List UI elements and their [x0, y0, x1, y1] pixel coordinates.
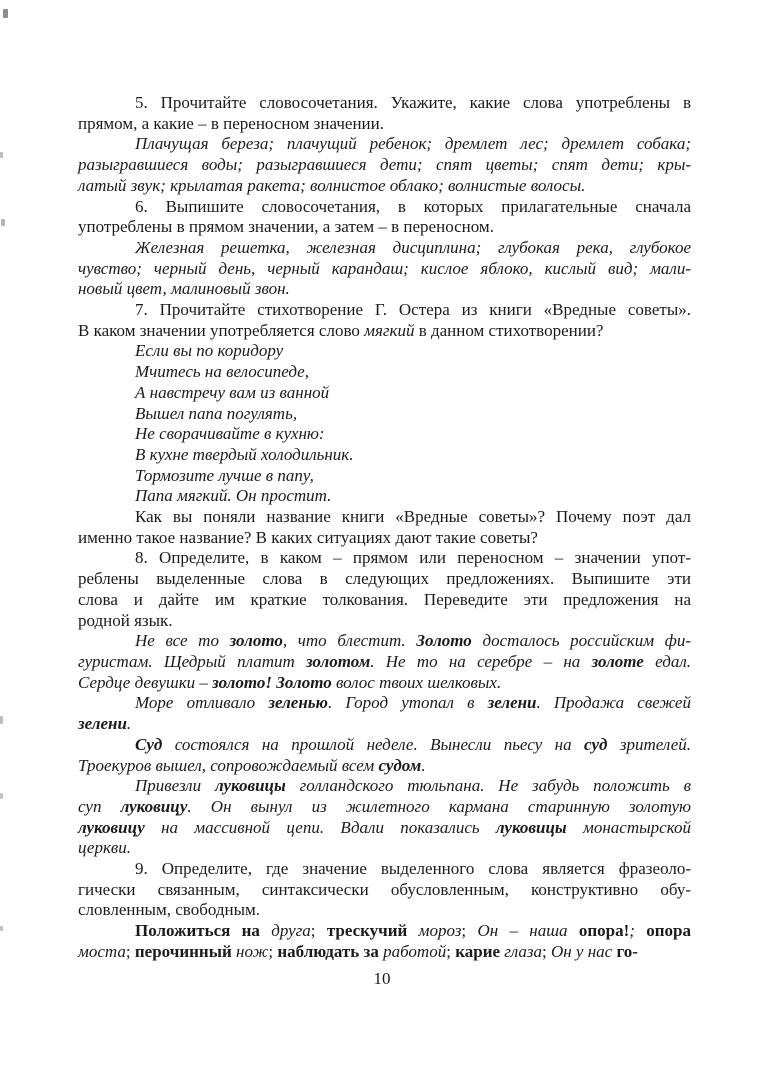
text-run: мягкий [364, 320, 415, 340]
text-line [78, 238, 691, 259]
text-run: Вышел папа погулять, [135, 403, 298, 423]
text-run: употреблены в прямом значении, а затем – в переносном. [78, 217, 494, 237]
exercise-5-task [78, 93, 691, 134]
text-run: Папа мягкий. Он простит. [135, 486, 332, 506]
text-run: Суд [135, 734, 163, 754]
text-line [78, 507, 691, 528]
text-run: монастырской [566, 817, 691, 837]
scan-speck [1, 219, 5, 226]
text-run: Тормозите лучше в папу, [135, 465, 314, 485]
text-run: работой [383, 941, 447, 961]
exercise-5-examples [78, 134, 691, 196]
text-block [78, 93, 691, 963]
text-run: Мчитесь на велосипеде, [135, 362, 309, 382]
text-run: золото! [212, 672, 272, 692]
text-run: латый звук; крылатая ракета; волнистое облако; волнистые волосы. [78, 175, 586, 195]
text-run: словленным, свободным. [78, 900, 261, 920]
text-run: ; [541, 941, 551, 961]
text-line [78, 424, 691, 445]
text-run: луковицы [495, 817, 567, 837]
text-run: Не сворачивайте в кухню: [135, 424, 325, 444]
text-run: Как вы поняли название книги «Вредные советы»? Почему поэт дал [135, 507, 691, 527]
exercise-6-task [78, 197, 691, 238]
text-run: опора! [578, 921, 630, 941]
scan-speck [3, 9, 8, 18]
text-line [78, 528, 691, 549]
text-run: . Продажа свежей [536, 693, 691, 713]
text-line [78, 300, 691, 321]
text-line [78, 321, 691, 342]
text-run: луковицу [120, 796, 188, 816]
text-run: золото [229, 631, 283, 651]
exercise-7-task [78, 300, 691, 341]
exercise-6-examples [78, 238, 691, 300]
text-run: Троекуров вышел, сопровождаемый всем [78, 755, 379, 775]
text-run: ; [629, 921, 647, 941]
exercise-8-task [78, 548, 691, 631]
text-run: моста [78, 941, 126, 961]
text-run: Не все то [135, 631, 230, 651]
text-run: состоялся на прошлой неделе. Вынесли пьесу на [162, 734, 585, 754]
text-run: 6. Выпишите словосочетания, в которых прилагательные сначала [135, 196, 691, 216]
text-run: гически связанным, синтаксически обусловленным, конструктивно обу- [78, 879, 691, 899]
text-run: . Не то на серебре – на [370, 651, 592, 671]
text-run: судом [378, 755, 422, 775]
text-line [78, 756, 691, 777]
text-run: зеленью [268, 693, 328, 713]
text-run: . Он вынул из жилетного кармана старинную золотую [187, 796, 691, 816]
text-line [78, 880, 691, 901]
exercise-9-task [78, 859, 691, 921]
text-run: Привезли [135, 776, 215, 796]
text-line [78, 673, 691, 694]
text-line [78, 466, 691, 487]
text-run: карие [455, 941, 505, 961]
exercise-7-poem [78, 341, 691, 507]
text-line [78, 693, 691, 714]
text-run: суд [584, 734, 608, 754]
text-run: прямом, а какие – в переносном значении. [78, 113, 384, 133]
text-line [78, 279, 691, 300]
text-run: ; [268, 941, 278, 961]
text-line [78, 155, 691, 176]
text-run: друга [271, 921, 311, 941]
scan-speck [0, 793, 3, 799]
text-run: реблены выделенные слова в следующих предложениях. Выпишите эти [78, 569, 691, 589]
text-line [78, 486, 691, 507]
text-run: . [421, 755, 426, 775]
text-run: разыгравшиеся воды; разыгравшиеся дети; спят цветы; спят дети; кры- [78, 155, 691, 175]
text-run: луковицы [214, 776, 286, 796]
text-run: Железная решетка, железная дисциплина; глубокая река, глубокое [135, 237, 691, 257]
text-run: ; [125, 941, 135, 961]
text-run: луковицу [78, 817, 145, 837]
text-run: опора [646, 921, 691, 941]
text-run: досталось российским фи- [471, 631, 692, 651]
text-run: В каком значении употребляется слово [78, 320, 365, 340]
text-run: перочинный [134, 941, 237, 961]
exercise-8-bulb-sentences [78, 776, 691, 859]
text-run: ; [310, 921, 327, 941]
text-line [78, 900, 691, 921]
text-line [78, 548, 691, 569]
text-line [78, 114, 691, 135]
text-line [78, 838, 691, 859]
exercise-8-court-sentences [78, 735, 691, 776]
text-line [78, 921, 691, 942]
text-line [78, 735, 691, 756]
text-run: именно такое название? В каких ситуациях дают такие советы? [78, 527, 538, 547]
text-line [78, 631, 691, 652]
text-run: , что блестит. [282, 631, 417, 651]
text-run: 5. Прочитайте словосочетания. Укажите, какие слова употреблены в [135, 93, 691, 112]
text-line [78, 217, 691, 238]
text-run: Плачущая береза; плачущий ребенок; дремлет лес; дремлет собака; [135, 134, 691, 154]
text-line [78, 714, 691, 735]
text-run: голландского тюльпана. Не забудь положить в [285, 776, 691, 796]
text-run: родной язык. [78, 610, 173, 630]
scan-speck [0, 926, 3, 931]
text-run: на массивной цепи. Вдали показались [144, 817, 496, 837]
text-run: новый цвет, малиновый звон. [78, 279, 290, 299]
page-number: 10 [373, 969, 391, 988]
text-line [78, 818, 691, 839]
text-line [78, 942, 691, 963]
text-run: гуристам. Щедрый платит [78, 651, 307, 671]
text-run: зрителей. [607, 734, 691, 754]
text-line [78, 341, 691, 362]
text-line [78, 590, 691, 611]
text-line [78, 776, 691, 797]
text-line [78, 259, 691, 280]
exercise-7-questions [78, 507, 691, 548]
text-line [78, 93, 691, 114]
text-run: В кухне твердый холодильник. [135, 444, 354, 464]
text-run: суп [78, 796, 121, 816]
text-run: зелени [487, 693, 537, 713]
text-run: 7. Прочитайте стихотворение Г. Остера из книги «Вредные советы». [135, 300, 691, 320]
text-run: Золото [276, 672, 332, 692]
text-run: церкви. [78, 838, 132, 858]
text-run: 8. Определите, в каком – прямом или переносном – значении упот- [135, 548, 691, 568]
text-run: ; [461, 921, 478, 941]
text-line [78, 859, 691, 880]
exercise-8-gold-sentences [78, 631, 691, 693]
text-run: . Город утопал в [327, 693, 488, 713]
text-run: Положиться на [135, 921, 272, 941]
text-line [78, 404, 691, 425]
text-run: трескучий [326, 921, 419, 941]
text-run: Он у нас [550, 941, 617, 961]
text-line [78, 383, 691, 404]
text-run: А навстречу вам из ванной [135, 382, 330, 402]
text-line [78, 134, 691, 155]
text-run: слова и дайте им краткие толкования. Переведите эти предложения на [78, 589, 691, 609]
text-run: ; [446, 941, 456, 961]
text-run: го- [616, 941, 638, 961]
text-run: Сердце девушки – [78, 672, 213, 692]
text-line [78, 797, 691, 818]
text-run: золоте [591, 651, 644, 671]
text-run: 9. Определите, где значение выделенного слова является фразеоло- [135, 859, 691, 879]
text-line [78, 611, 691, 632]
text-run: в данном стихотворении? [414, 320, 604, 340]
text-run: нож [236, 941, 269, 961]
text-line [78, 197, 691, 218]
scan-speck [0, 152, 3, 158]
text-run: мороз [418, 921, 462, 941]
text-run: золотом [306, 651, 371, 671]
text-line [78, 569, 691, 590]
text-line [78, 362, 691, 383]
text-run: наблюдать за [277, 941, 384, 961]
text-line [78, 176, 691, 197]
exercise-8-green-sentences [78, 693, 691, 734]
text-run: чувство; черный день, черный карандаш; кислое яблоко, кислый вид; мали- [78, 258, 691, 278]
exercise-9-examples [78, 921, 691, 962]
text-run: глаза [504, 941, 542, 961]
text-run: Море отливало [135, 693, 269, 713]
text-line [78, 652, 691, 673]
scan-speck [0, 716, 3, 724]
text-run: Он – наша [477, 921, 579, 941]
text-run: зелени [78, 714, 127, 734]
text-run: волос твоих шелковых. [331, 672, 502, 692]
text-run: едал. [643, 651, 691, 671]
text-run: Золото [416, 631, 472, 651]
text-run: Если вы по коридору [135, 341, 284, 361]
text-run: . [126, 714, 132, 734]
text-line [78, 445, 691, 466]
